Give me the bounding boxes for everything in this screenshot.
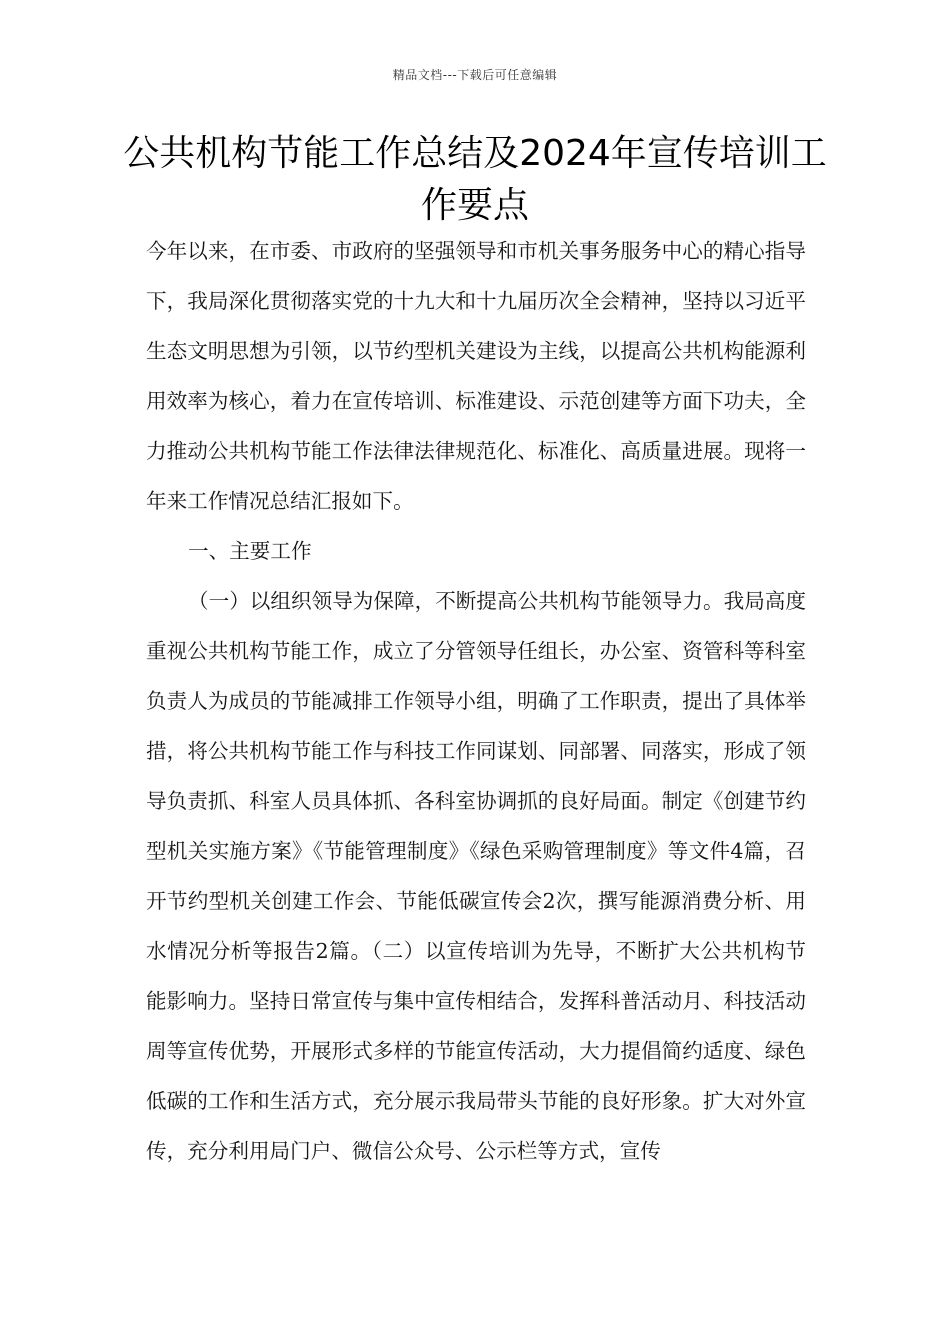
intro-paragraph: 今年以来，在市委、市政府的坚强领导和市机关事务服务中心的精心指导下，我局深化贯彻落实党的十九大和十九届历次全会精神，坚持以习近平生态文明思想为引领，以节约型机关建设为主线，以提高公共机构能源利用效率为核心，着力在宣传培训、标准建设、示范创建等方面下功夫，全力推动公共机构节能工作法律法律规范化、标准化、高质量进展。现将一年来工作情况总结汇报如下。 [146,239,806,513]
document-body [146,226,806,1176]
document-title: 公共机构节能工作总结及2024年宣传培训工作要点 [123,133,827,226]
section-paragraph: （一）以组织领导为保障，不断提高公共机构节能领导力。我局高度重视公共机构节能工作，成立了分管领导任组长，办公室、资管科等科室负责人为成员的节能减排工作领导小组，明确了工作职责，提出了具体举措，将公共机构节能工作与科技工作同谋划、同部署、同落实，形成了领导负责抓、科室人员具体抓、各科室协调抓的良好局面。制定《创建节约型机关实施方案》《节能管理制度》《绿色采购管理制度》等文件4篇，召开节约型机关创建工作会、节能低碳宣传会2次，撰写能源消费分析、用水情况分析等报告2篇。（二）以宣传培训为先导，不断扩大公共机构节能影响力。坚持日常宣传与集中宣传相结合，发挥科普活动月、科技活动周等宣传优势，开展形式多样的节能宣传活动，大力提倡简约适度、绿色低碳的工作和生活方式，充分展示我局带头节能的良好形象。扩大对外宣传，充分利用局门户、微信公众号、公示栏等方式，宣传 [146,589,806,1163]
section-heading: 一、主要工作 [188,539,312,563]
header-note: 精品文档---下载后可任意编辑 [392,68,558,82]
